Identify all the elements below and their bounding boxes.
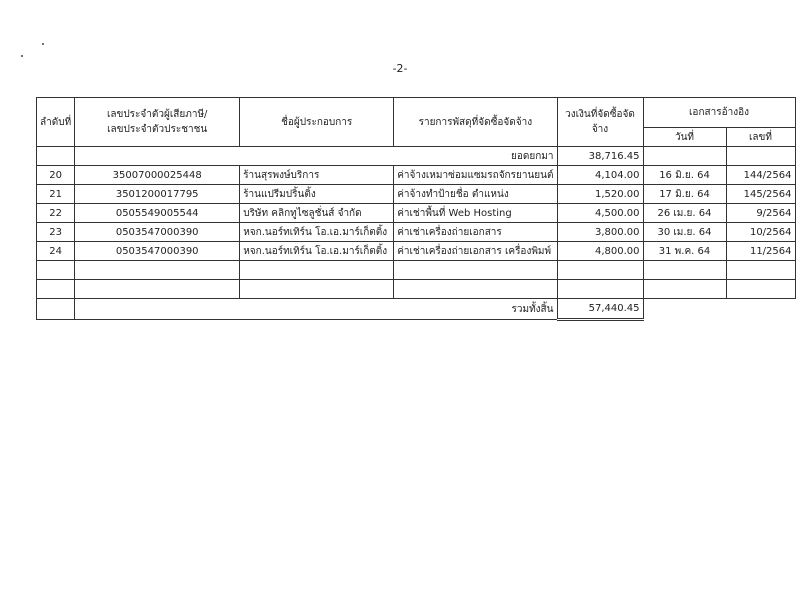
cell-taxid: 35007000025448 [75,166,240,185]
cell-item: ค่าจ้างทำป้ายชื่อ ตำแหน่ง [394,185,557,204]
procurement-table [36,97,796,321]
table-row [37,185,796,204]
cell-item: ค่าเช่าพื้นที่ Web Hosting [394,204,557,223]
cell-date: 30 เม.ย. 64 [643,223,726,242]
cell-doc-no: 10/2564 [726,223,795,242]
cell-vendor: หจก.นอร์ทเทิร์น โอ.เอ.มาร์เก็ตติ้ง [240,242,394,261]
cell-seq: 24 [37,242,75,261]
cell-item: ค่าเช่าเครื่องถ่ายเอกสาร เครื่องพิมพ์ [394,242,557,261]
header-items: รายการพัสดุที่จัดซื้อจัดจ้าง [394,98,557,147]
table-row [37,166,796,185]
header-taxid-line1: เลขประจำตัวผู้เสียภาษี/ [106,109,208,120]
header-amount-line2: จ้าง [591,124,609,135]
cell-vendor: ร้านแปรีมปริ้นติ้ง [240,185,394,204]
cell-doc-no: 9/2564 [726,204,795,223]
cell-taxid: 0503547000390 [75,242,240,261]
page-number: -2- [392,62,408,75]
cell-amount: 1,520.00 [557,185,643,204]
scan-speck [21,55,23,57]
total-amount: 57,440.45 [557,299,643,320]
header-amount [557,98,643,147]
cell-taxid: 0505549005544 [75,204,240,223]
scan-speck [42,43,44,45]
header-ref: เอกสารอ้างอิง [643,98,795,128]
table-row [37,242,796,261]
cell-seq: 21 [37,185,75,204]
cell-amount: 3,800.00 [557,223,643,242]
total-label: รวมทั้งสิ้น [75,299,557,320]
total-row [37,299,796,320]
table-row [37,223,796,242]
header-seq: ลำดับที่ [37,98,75,147]
header-amount-line1: วงเงินที่จัดซื้อจัด [565,109,635,120]
cell-doc-no: 144/2564 [726,166,795,185]
cell-amount: 4,104.00 [557,166,643,185]
cell-doc-no: 11/2564 [726,242,795,261]
cell-vendor: หจก.นอร์ทเทิร์น โอ.เอ.มาร์เก็ตติ้ง [240,223,394,242]
cell-seq: 20 [37,166,75,185]
brought-forward-row [37,147,796,166]
cell-taxid: 0503547000390 [75,223,240,242]
cell-item: ค่าเช่าเครื่องถ่ายเอกสาร [394,223,557,242]
brought-forward-amount: 38,716.45 [557,147,643,166]
cell-amount: 4,500.00 [557,204,643,223]
brought-forward-label: ยอดยกมา [75,147,557,166]
cell-doc-no: 145/2564 [726,185,795,204]
header-ref-no: เลขที่ [726,128,795,147]
cell-seq: 22 [37,204,75,223]
header-taxid [75,98,240,147]
empty-row [37,280,796,299]
header-ref-date: วันที่ [643,128,726,147]
cell-vendor: บริษัท คลิกทูไซลูชั่นส์ จำกัด [240,204,394,223]
cell-item: ค่าจ้างเหมาซ่อมแซมรถจักรยานยนต์ [394,166,557,185]
cell-seq: 23 [37,223,75,242]
cell-vendor: ร้านสุรพงษ์บริการ [240,166,394,185]
cell-amount: 4,800.00 [557,242,643,261]
cell-date: 31 พ.ค. 64 [643,242,726,261]
table-row [37,204,796,223]
cell-date: 17 มิ.ย. 64 [643,185,726,204]
header-vendor: ชื่อผู้ประกอบการ [240,98,394,147]
header-taxid-line2: เลขประจำตัวประชาชน [107,124,208,135]
header-row [37,98,796,128]
cell-date: 26 เม.ย. 64 [643,204,726,223]
cell-taxid: 3501200017795 [75,185,240,204]
empty-row [37,261,796,280]
cell-date: 16 มิ.ย. 64 [643,166,726,185]
